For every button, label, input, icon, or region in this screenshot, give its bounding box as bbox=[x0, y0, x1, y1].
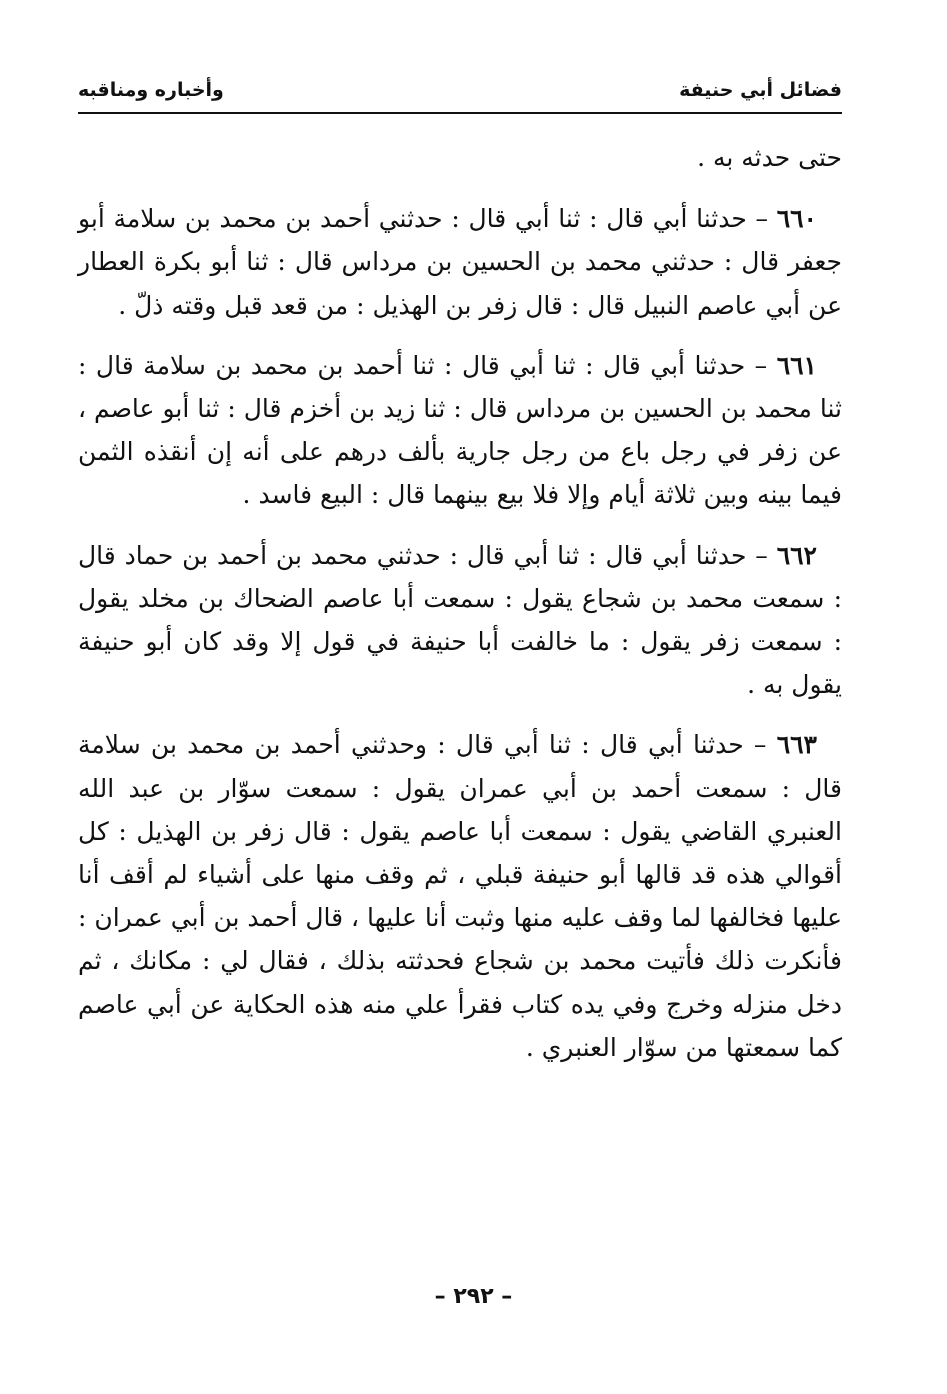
book-title: فضائل أبي حنيفة bbox=[679, 79, 842, 101]
hadith-number: ٦٦٢ bbox=[776, 540, 817, 570]
hadith-text: – حدثنا أبي قال : ثنا أبي قال : وحدثني أحمد بن محمد بن سلامة قال : سمعت أحمد بن أبي عمران يقول : سمعت سوّار بن عبد الله العنبري القاضي يقول : سمعت أبا عاصم يقول : قال زفر بن الهذيل : كل أقوالي هذه قد قالها أبو حنيفة قبلي ، ثم وقف منها على أشياء لم أقف أنا عليها فخالفها لما وقف عليه منها وثبت أنا عليها ، قال أحمد بن أبي عمران : فأنكرت ذلك فأتيت محمد بن شجاع فحدثته بذلك ، فقال لي : مكانك ، ثم دخل منزله وخرج وفي يده كتاب فقرأ علي منه هذه الحكاية عن أبي عاصم كما سمعتها من سوّار العنبري . bbox=[78, 730, 842, 1062]
hadith-text: – حدثنا أبي قال : ثنا أبي قال : ثنا أحمد بن محمد بن سلامة قال : ثنا محمد بن الحسين بن مرداس قال : ثنا زيد بن أخزم قال : ثنا أبو عاصم ، عن زفر في رجل باع من رجل جارية بألف درهم على أنه إن أنقذه الثمن فيما بينه وبين ثلاثة أيام وإلا فلا بيع بينهما قال : البيع فاسد . bbox=[78, 350, 842, 510]
page-number: – ٢٩٢ – bbox=[434, 1284, 513, 1309]
hadith-paragraph bbox=[78, 197, 842, 327]
running-header bbox=[78, 72, 842, 114]
hadith-number: ٦٦٠ bbox=[776, 204, 817, 234]
continuation-text: حتى حدثه به . bbox=[697, 143, 842, 172]
section-title: وأخباره ومناقبه bbox=[78, 79, 224, 101]
hadith-number: ٦٦٣ bbox=[776, 730, 817, 760]
body-text bbox=[78, 136, 842, 1086]
hadith-paragraph bbox=[78, 344, 842, 517]
hadith-paragraph bbox=[78, 534, 842, 707]
hadith-paragraph bbox=[78, 723, 842, 1069]
continuation-line bbox=[78, 136, 842, 179]
hadith-text: – حدثنا أبي قال : ثنا أبي قال : حدثني محمد بن أحمد بن حماد قال : سمعت محمد بن شجاع يقول : سمعت أبا عاصم الضحاك بن مخلد يقول : سمعت زفر يقول : ما خالفت أبا حنيفة في قول إلا وقد كان أبو حنيفة يقول به . bbox=[78, 540, 842, 700]
hadith-text: – حدثنا أبي قال : ثنا أبي قال : حدثني أحمد بن محمد بن سلامة أبو جعفر قال : حدثني محمد بن الحسين بن مرداس قال : ثنا أبو بكرة العطار عن أبي عاصم النبيل قال : قال زفر بن الهذيل : من قعد قبل وقته ذلّ . bbox=[78, 204, 842, 320]
hadith-number: ٦٦١ bbox=[776, 350, 817, 380]
